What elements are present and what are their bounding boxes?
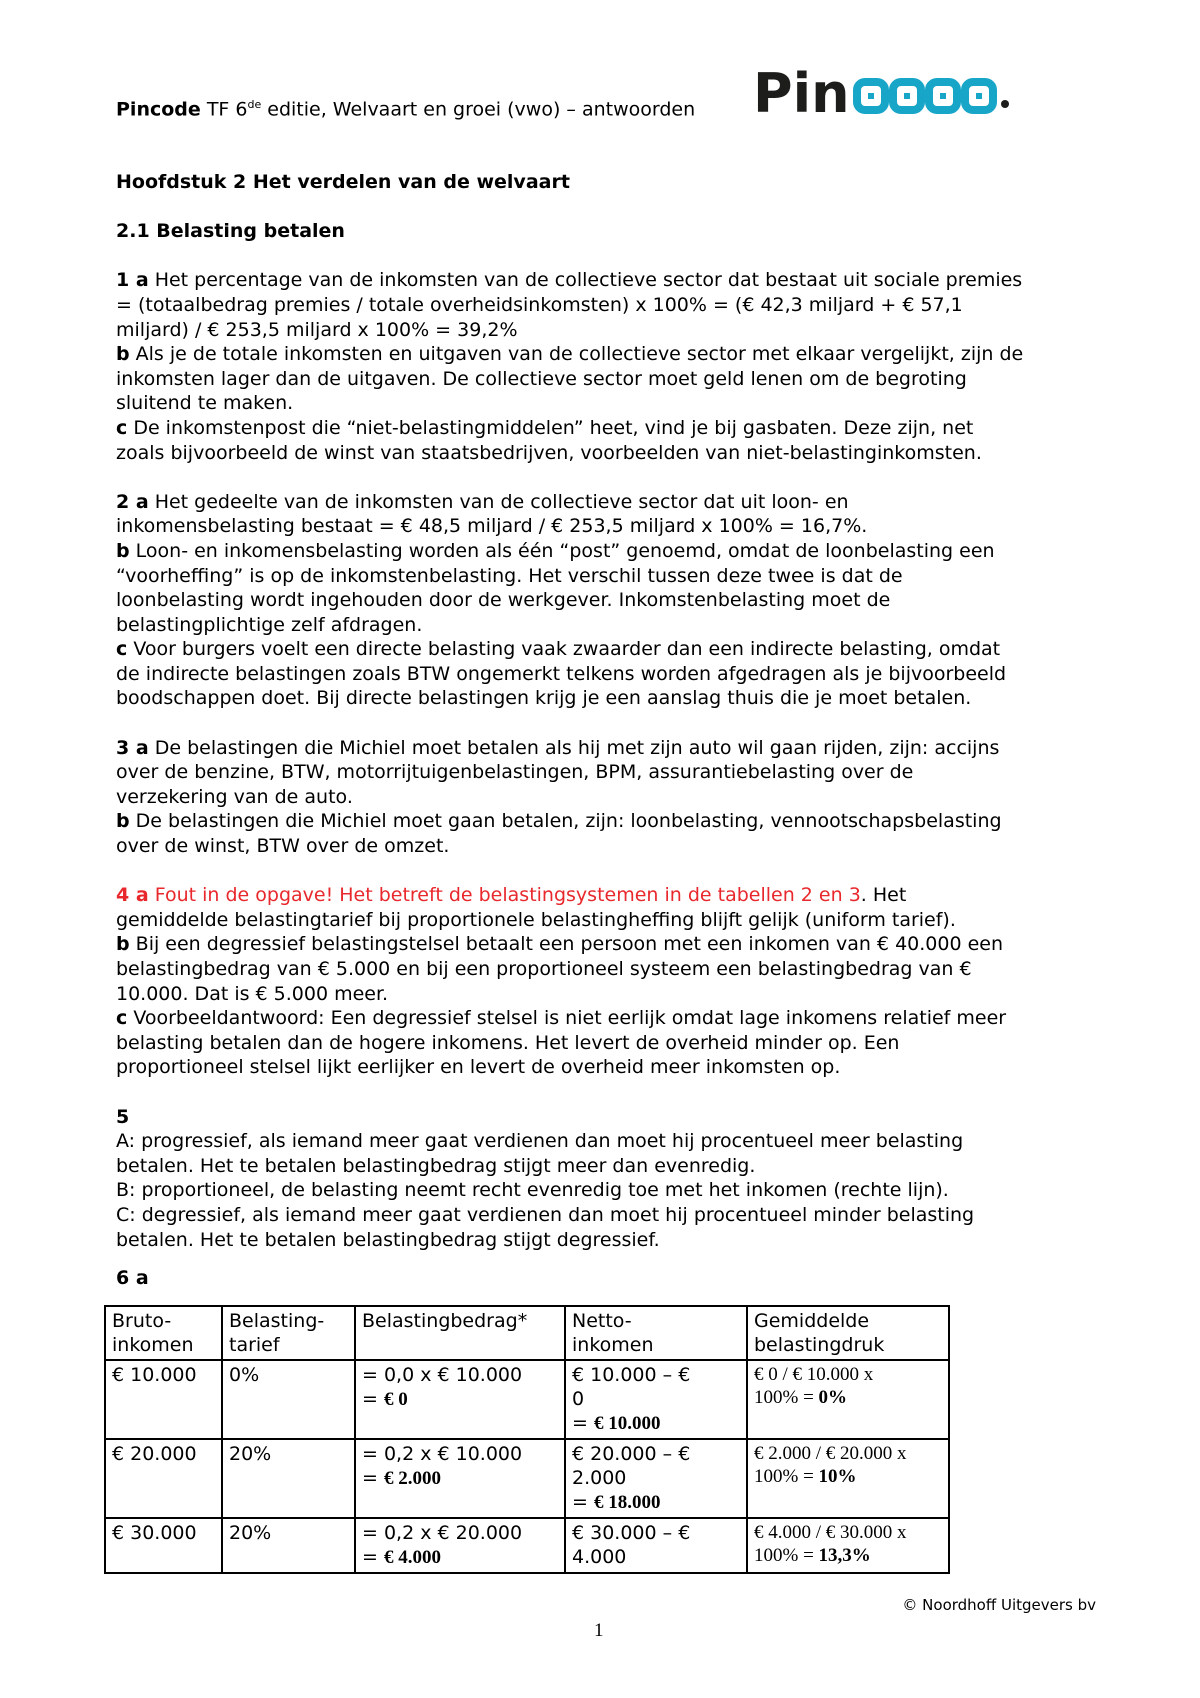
table-cell: 20%	[222, 1439, 355, 1518]
header-title: Pincode TF 6de editie, Welvaart en groei (vwo) – antwoorden	[116, 98, 696, 121]
table-cell: € 20.000 – € 2.000 = € 18.000	[565, 1439, 747, 1518]
table-header-cell: Netto- inkomen	[565, 1306, 747, 1360]
question-2: 2 a Het gedeelte van de inkomsten van de collectieve sector dat uit loon- en inkomensbelasting bestaat = € 48,5 miljard / € 253,5 miljard x 100% = 16,7%. b Loon- en inkomensbelasting worden als één “post” genoemd, omdat de loonbelasting een “voorheffing” is op de inkomstenbelasting. Het verschil tussen deze twee is dat de loonbelasting wordt ingehouden door de werkgever. Inkomstenbelasting moet de belastingplichtige zelf afdragen. c Voor burgers voelt een directe belasting vaak zwaarder dan een indirecte belasting, omdat de indirecte belastingen zoals BTW ongemerkt telkens worden afgedragen als je bijvoorbeeld boodschappen doet. Bij directe belastingen krijg je een aanslag thuis die je moet betalen.	[116, 490, 1007, 710]
table-header-cell: Gemiddelde belastingdruk	[747, 1306, 949, 1360]
table-cell: = 0,2 x € 10.000 = € 2.000	[355, 1439, 565, 1518]
question-3: 3 a De belastingen die Michiel moet betalen als hij met zijn auto wil gaan rijden, zijn: accijns over de benzine, BTW, motorrijtuigenbelastingen, BPM, assurantiebelasting over de verzekering van de auto. b De belastingen die Michiel moet gaan betalen, zijn: loonbelasting, vennootschapsbelasting over de winst, BTW over de omzet.	[116, 736, 1002, 858]
document-body	[116, 170, 1096, 1291]
table-row	[105, 1439, 949, 1518]
page-header	[116, 62, 1016, 152]
tax-table	[104, 1305, 950, 1574]
table-cell: = 0,2 x € 20.000 = € 4.000	[355, 1518, 565, 1573]
section-title: 2.1 Belasting betalen	[116, 220, 345, 243]
table-cell: 0%	[222, 1360, 355, 1439]
table-cell: € 20.000	[105, 1439, 222, 1518]
table-cell: € 30.000 – € 4.000	[565, 1518, 747, 1573]
table-header-cell: Bruto- inkomen	[105, 1306, 222, 1360]
table-cell: = 0,0 x € 10.000 = € 0	[355, 1360, 565, 1439]
table-cell: € 2.000 / € 20.000 x 100% = 10%	[747, 1439, 949, 1518]
copyright-notice: © Noordhoff Uitgevers bv	[902, 1596, 1096, 1614]
question-1: 1 a Het percentage van de inkomsten van de collectieve sector dat bestaat uit sociale premies = (totaalbedrag premies / totale overheidsinkomsten) x 100% = (€ 42,3 miljard + € 57,1 miljard) / € 253,5 miljard x 100% = 39,2% b Als je de totale inkomsten en uitgaven van de collectieve sector met elkaar vergelijkt, zijn de inkomsten lager dan de uitgaven. De collectieve sector moet geld lenen om de begroting sluitend te maken. c De inkomstenpost die “niet-belastingmiddelen” heet, vind je bij gasbaten. Deze zijn, net zoals bijvoorbeeld de winst van staatsbedrijven, voorbeelden van niet-belastinginkomsten.	[116, 269, 1024, 464]
chapter-title: Hoofdstuk 2 Het verdelen van de welvaart	[116, 171, 570, 193]
table-cell: € 10.000 – € 0 = € 10.000	[565, 1360, 747, 1439]
logo-wordmark-letters-rounded	[857, 82, 993, 110]
header-brand: Pincode	[116, 98, 201, 121]
table-cell: € 10.000	[105, 1360, 222, 1439]
pincode-logo	[753, 56, 1013, 126]
question-5: 5 A: progressief, als iemand meer gaat verdienen dan moet hij procentueel meer belasting betalen. Het te betalen belastingbedrag stijgt meer dan evenredig. B: proportioneel, de belasting neemt recht evenredig toe met het inkomen (rechte lijn). C: degressief, als iemand meer gaat verdienen dan moet hij procentueel minder belasting betalen. Het te betalen belastingbedrag stijgt degressief.	[116, 1105, 975, 1251]
table-cell: € 30.000	[105, 1518, 222, 1573]
table-cell: 20%	[222, 1518, 355, 1573]
table-cell: € 4.000 / € 30.000 x 100% = 13,3%	[747, 1518, 949, 1573]
table-cell: € 0 / € 10.000 x 100% = 0%	[747, 1360, 949, 1439]
erratum-note: Fout in de opgave! Het betreft de belastingsystemen in de tabellen 2 en 3	[154, 884, 861, 907]
table-header-cell: Belastingbedrag*	[355, 1306, 565, 1360]
table-row	[105, 1518, 949, 1573]
question-6-label: 6 a	[116, 1267, 149, 1290]
logo-wordmark-letters: Pin	[753, 62, 850, 125]
table-row	[105, 1360, 949, 1439]
question-4: 4 a Fout in de opgave! Het betreft de belastingsystemen in de tabellen 2 en 3. Het gemiddelde belastingtarief bij proportionele belastingheffing blijft gelijk (uniform tarief). b Bij een degressief belastingstelsel betaalt een persoon met een inkomen van € 40.000 een belastingbedrag van € 5.000 en bij een proportioneel systeem een belastingbedrag van € 10.000. Dat is € 5.000 meer. c Voorbeeldantwoord: Een degressief stelsel is niet eerlijk omdat lage inkomens relatief meer belasting betalen dan de hogere inkomens. Het levert de overheid minder op. Een proportioneel stelsel lijkt eerlijker en levert de overheid meer inkomsten op.	[116, 884, 1007, 1079]
logo-dot	[1001, 100, 1009, 108]
table-header-row	[105, 1306, 949, 1360]
table-header-cell: Belasting- tarief	[222, 1306, 355, 1360]
page-number: 1	[594, 1620, 604, 1641]
